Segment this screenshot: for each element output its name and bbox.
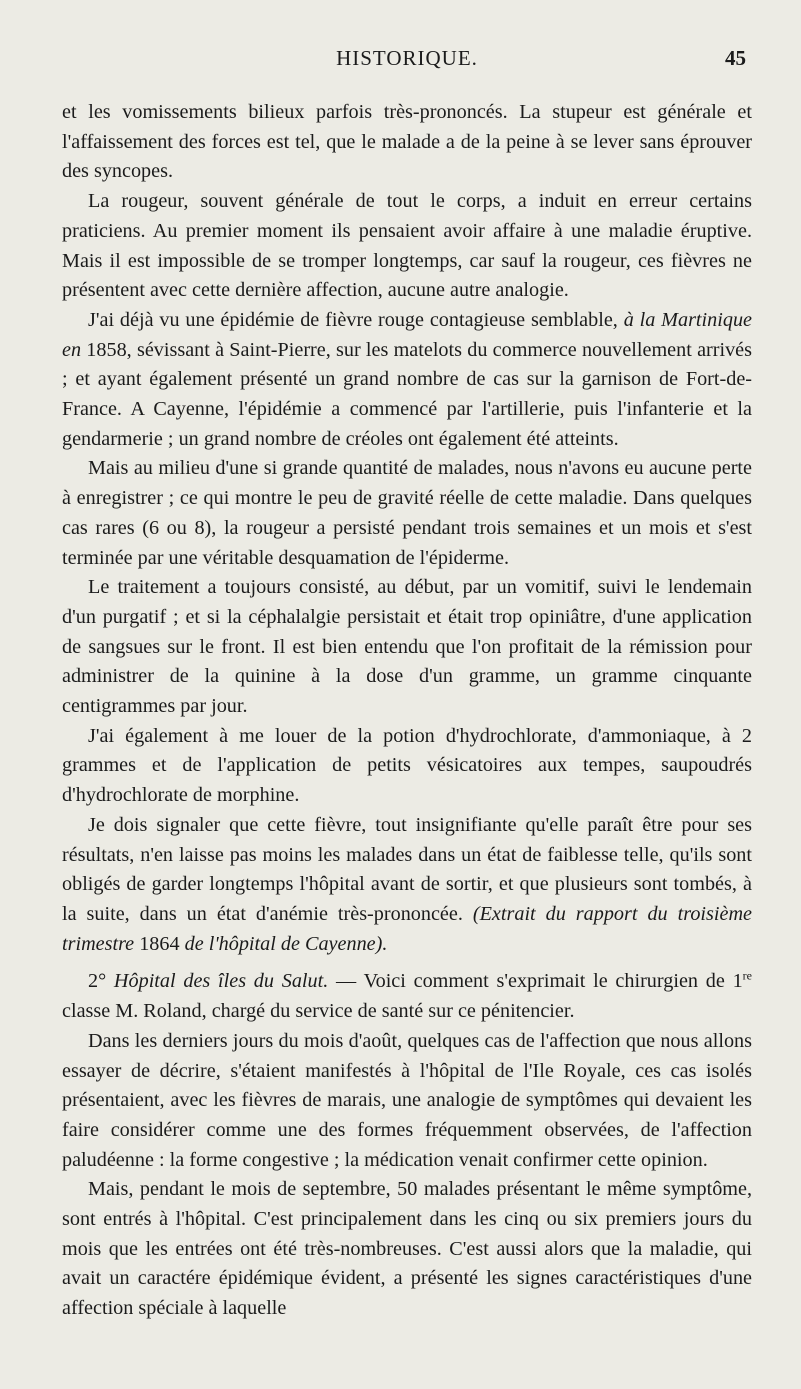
page-number: 45 [725, 46, 746, 70]
text-run: J'ai également à me louer de la potion d'hydrochlorate, d'ammoniaque, à 2 grammes et de l'application de petits vésicatoires aux tempes, saupoudrés d'hydrochlorate de morphine. [62, 724, 752, 807]
italic-text: Hôpital des îles du Salut. [113, 970, 329, 993]
text-run: Je dois signaler que cette fièvre, tout insignifiante qu'elle paraît être pour ses résultats, n'en laisse pas moins les malades dans un état de faiblesse telle, qu'ils sont obligés de garder longtemps l'hôpital avant de sortir, et que plusieurs sont tombés, à la suite, dans un état d'anémie très-prononcée. [62, 813, 752, 925]
paragraph [62, 722, 752, 811]
paragraph [62, 306, 752, 455]
text-run: 2° [88, 970, 114, 993]
text-run: Mais au milieu d'une si grande quantité de malades, nous n'avons eu aucune perte à enregistrer ; ce qui montre le peu de gravité réelle de cette maladie. Dans quelques cas rares (6 ou 8), la rougeur a persisté pendant trois semaines et un mois et s'est terminée par une véritable desquamation de l'épiderme. [62, 457, 752, 569]
paragraph [62, 187, 752, 306]
paragraph [62, 573, 752, 722]
paragraph [62, 454, 752, 573]
text-run: J'ai déjà vu une épidémie de fièvre rouge contagieuse semblable, [88, 308, 624, 331]
paragraph [62, 1027, 752, 1176]
paragraph [62, 967, 752, 1026]
paragraph [62, 1175, 752, 1324]
superscript: re [742, 968, 752, 983]
text-run: 1858, sévissant à Saint-Pierre, sur les matelots du commerce nouvellement arrivés ; et ayant également présenté un grand nombre de cas sur la garnison de Fort-de-France. A Cayenne, l'épidémie a commencé par l'artillerie, puis l'infanterie et la gendarmerie ; un grand nombre de créoles ont également été atteints. [62, 338, 752, 450]
italic-text: (Extrait du rapport du troisième trimestre [62, 902, 752, 955]
text-run: — Voici comment s'exprimait le chirurgien de 1 [328, 970, 743, 993]
text-run: Mais, pendant le mois de septembre, 50 malades présentant le même symptôme, sont entrés à l'hôpital. C'est principalement dans les cinq ou six premiers jours du mois que les entrées ont été très-nombreuses. C'est aussi alors que la maladie, qui avait un caractére épidémique évident, a présenté les signes caractéristiques d'une affection spéciale à laquelle [62, 1178, 752, 1320]
text-run: et les vomissements bilieux parfois très-prononcés. La stupeur est générale et l'affaissement des forces est tel, que le malade a de la peine à se lever sans éprouver des syncopes. [62, 101, 752, 183]
text-run: La rougeur, souvent générale de tout le corps, a induit en erreur certains praticiens. Au premier moment ils pensaient avoir affaire à une maladie éruptive. Mais il est impossible de se tromper longtemps, car sauf la rougeur, ces fièvres ne présentent avec cette dernière affection, aucune autre analogie. [62, 190, 752, 302]
paragraph [62, 811, 752, 960]
italic-text: de l'hôpital de Cayenne). [184, 932, 388, 955]
paragraph [62, 98, 752, 187]
italic-text: à la Martinique en [62, 308, 752, 361]
running-header [62, 46, 752, 76]
text-run: Dans les derniers jours du mois d'août, quelques cas de l'affection que nous allons essayer de décrire, s'étaient manifestés à l'hôpital de l'Ile Royale, ces cas isolés présentaient, avec les fièvres de marais, une analogie de symptômes qui devaient les faire considérer comme une des formes fréquemment observées, de l'affection paludéenne : la forme congestive ; la médication venait confirmer cette opinion. [62, 1029, 752, 1171]
running-title: HISTORIQUE. [336, 46, 478, 70]
text-run: Le traitement a toujours consisté, au début, par un vomitif, suivi le lendemain d'un purgatif ; et si la céphalalgie persistait et était trop opiniâtre, d'une application de sangsues sur le front. Il est bien entendu que l'on profitait de la rémission pour administrer de la quinine à la dose d'un gramme, un gramme cinquante centigrammes par jour. [62, 576, 752, 718]
text-run: 1864 [134, 932, 185, 955]
text-run: classe M. Roland, chargé du service de santé sur ce pénitencier. [62, 1000, 575, 1023]
body-text [62, 98, 752, 1324]
